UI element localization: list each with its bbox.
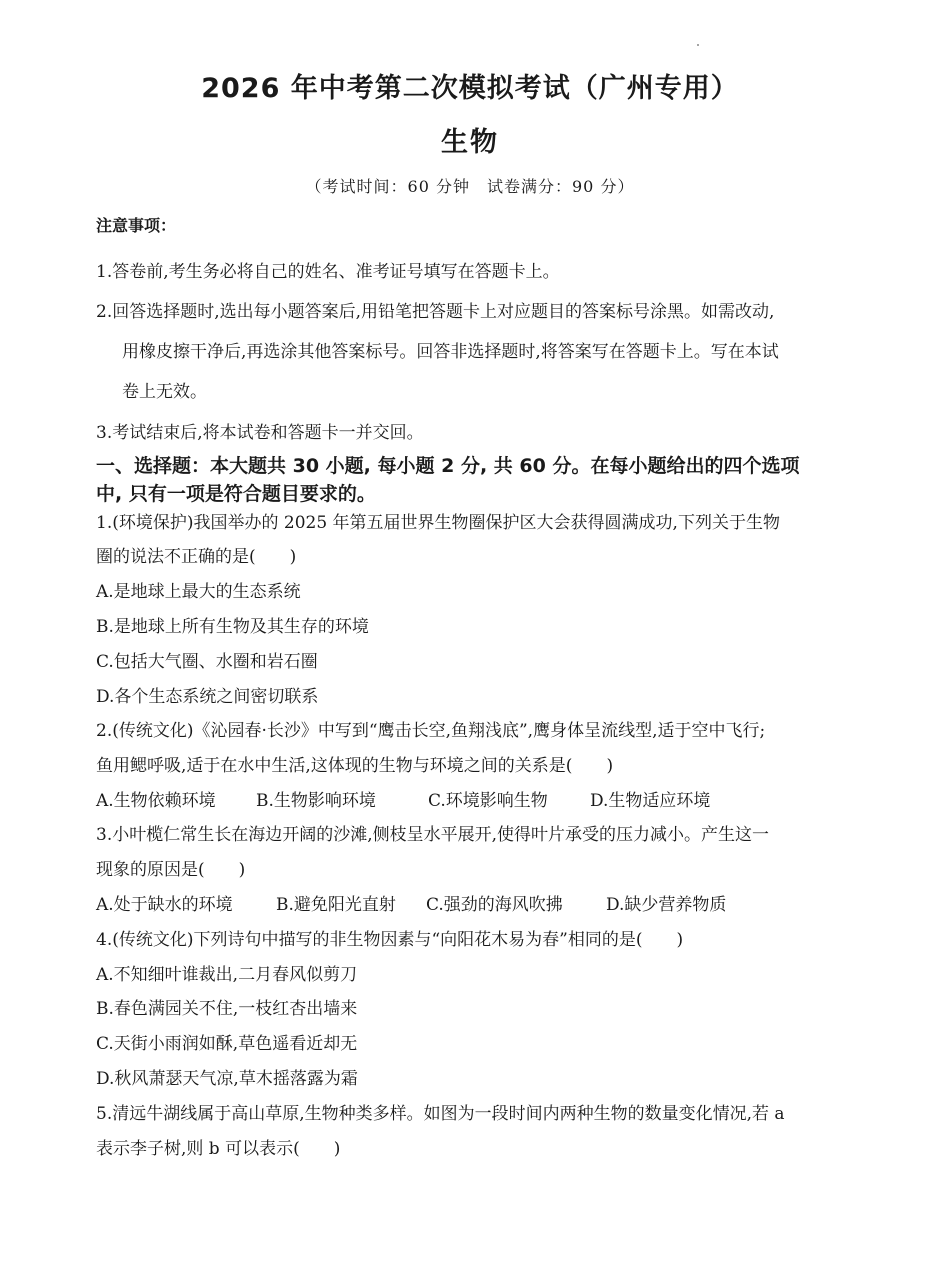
question-3-stem-line-1: 3.小叶榄仁常生长在海边开阔的沙滩,侧枝呈水平展开,使得叶片承受的压力减小。产生这一	[96, 825, 770, 845]
question-1-stem-line-2: 圈的说法不正确的是( )	[96, 547, 297, 567]
notice-item-2-line-2: 用橡皮擦干净后,再选涂其他答案标号。回答非选择题时,将答案写在答题卡上。写在本试	[122, 342, 779, 362]
question-1-option-d: D.各个生态系统之间密切联系	[96, 687, 319, 707]
exam-title: 2026 年中考第二次模拟考试（广州专用）	[201, 73, 739, 104]
question-3-option-a: A.处于缺水的环境	[96, 895, 233, 915]
question-4-option-d: D.秋风萧瑟天气凉,草木摇落露为霜	[96, 1069, 358, 1089]
notice-item-1: 1.答卷前,考生务必将自己的姓名、准考证号填写在答题卡上。	[96, 262, 560, 282]
question-5-stem-line-1: 5.清远牛湖线属于高山草原,生物种类多样。如图为一段时间内两种生物的数量变化情况,若 a	[96, 1104, 785, 1124]
section-heading-line-2: 中, 只有一项是符合题目要求的。	[96, 483, 376, 505]
notice-item-3: 3.考试结束后,将本试卷和答题卡一并交回。	[96, 423, 424, 443]
subject-title: 生物	[441, 127, 499, 158]
exam-info: （考试时间：60 分钟 试卷满分：90 分）	[305, 177, 635, 196]
section-heading-line-1: 一、选择题：本大题共 30 小题, 每小题 2 分, 共 60 分。在每小题给出的四个选项	[96, 455, 800, 477]
notice-item-2-line-1: 2.回答选择题时,选出每小题答案后,用铅笔把答题卡上对应题目的答案标号涂黑。如需改动,	[96, 302, 775, 322]
question-5-stem-line-2: 表示李子树,则 b 可以表示( )	[96, 1139, 341, 1159]
question-2-stem-line-1: 2.(传统文化)《沁园春·长沙》中写到“鹰击长空,鱼翔浅底”,鹰身体呈流线型,适于空中飞行;	[96, 721, 766, 741]
question-4-option-a: A.不知细叶谁裁出,二月春风似剪刀	[96, 965, 358, 985]
scan-speck	[697, 44, 699, 46]
question-3-option-d: D.缺少营养物质	[606, 895, 727, 915]
notice-item-2-line-3: 卷上无效。	[122, 382, 207, 402]
question-4-option-c: C.天街小雨润如酥,草色遥看近却无	[96, 1034, 358, 1054]
question-4-option-b: B.春色满园关不住,一枝红杏出墙来	[96, 999, 358, 1019]
question-4-stem: 4.(传统文化)下列诗句中描写的非生物因素与“向阳花木易为春”相同的是( )	[96, 930, 684, 950]
notice-heading: 注意事项：	[96, 216, 177, 235]
question-2-option-c: C.环境影响生物	[428, 791, 548, 811]
question-3-option-b: B.避免阳光直射	[276, 895, 396, 915]
question-1-stem-line-1: 1.(环境保护)我国举办的 2025 年第五届世界生物圈保护区大会获得圆满成功,下列关于生物	[96, 513, 780, 533]
question-1-option-a: A.是地球上最大的生态系统	[96, 582, 301, 602]
question-3-option-c: C.强劲的海风吹拂	[426, 895, 563, 915]
question-2-stem-line-2: 鱼用鳃呼吸,适于在水中生活,这体现的生物与环境之间的关系是( )	[96, 756, 614, 776]
question-2-option-a: A.生物依赖环境	[96, 791, 216, 811]
question-1-option-b: B.是地球上所有生物及其生存的环境	[96, 617, 369, 637]
question-2-option-d: D.生物适应环境	[590, 791, 711, 811]
question-3-stem-line-2: 现象的原因是( )	[96, 860, 246, 880]
question-2-option-b: B.生物影响环境	[256, 791, 376, 811]
question-1-option-c: C.包括大气圈、水圈和岩石圈	[96, 652, 318, 672]
